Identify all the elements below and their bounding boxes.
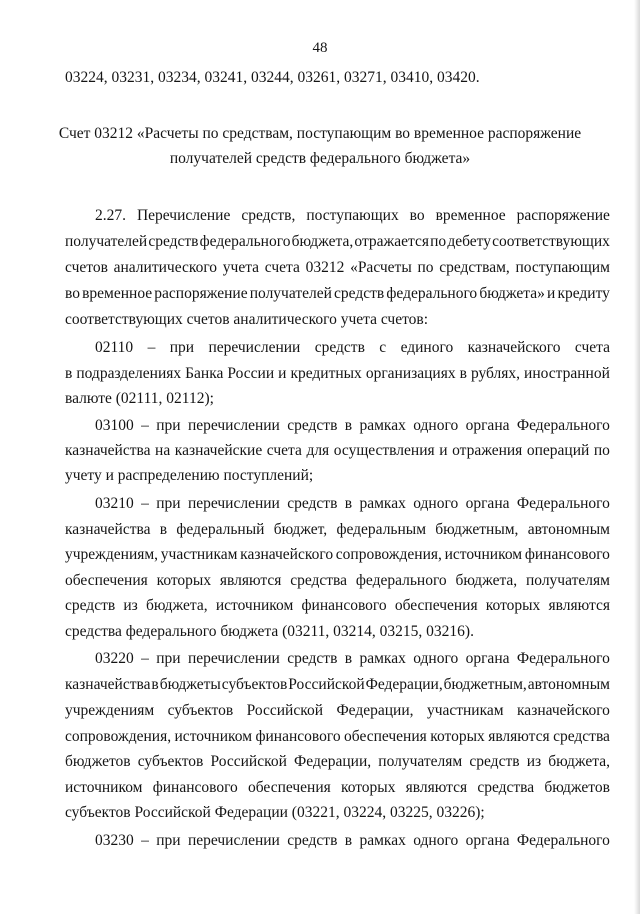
body-line: учету и распределению поступлений;: [65, 467, 314, 484]
section-heading-line-1: Счет 03212 «Расчеты по средствам, поступающим во временное распоряжение: [58, 125, 582, 142]
body-line: обеспечения которых являются средства федерального бюджета, получателям: [65, 572, 610, 589]
body-line: 03210 – при перечислении средств в рамках одного органа Федерального: [95, 495, 610, 512]
body-line: 03220 – при перечислении средств в рамках одного органа Федерального: [95, 650, 610, 667]
body-line: бюджетов субъектов Российской Федерации, получателям средств из бюджета,: [65, 753, 610, 770]
body-line: соответствующих счетов аналитического учета счетов:: [65, 311, 429, 328]
body-line: 02110 – при перечислении средств с единого казначейского счета: [95, 339, 610, 356]
body-line: казначейства в федеральный бюджет, федеральным бюджетным, автономным: [65, 521, 610, 538]
body-line: казначейства в бюджеты субъектов Российской Федерации, бюджетным, автономным: [65, 676, 610, 693]
body-line: 2.27. Перечисление средств, поступающих во временное распоряжение: [95, 207, 610, 224]
body-line: 03230 – при перечислении средств в рамках одного органа Федерального: [95, 832, 610, 849]
body-line: 03100 – при перечислении средств в рамках одного органа Федерального: [95, 417, 610, 434]
body-line: учреждениям субъектов Российской Федерации, участникам казначейского: [65, 702, 610, 719]
body-line: учреждениям, участникам казначейского сопровождения, источником финансового: [65, 546, 610, 563]
body-line: средств из бюджета, источником финансового обеспечения которых являются: [65, 597, 610, 614]
body-line: средства федерального бюджета (03211, 03214, 03215, 03216).: [65, 623, 474, 640]
scan-edge-shadow: [634, 0, 640, 914]
body-line: валюте (02111, 02112);: [65, 390, 214, 407]
body-line: получателей средств федерального бюджета, отражается по дебету соответствующих: [65, 233, 610, 250]
body-line: счетов аналитического учета счета 03212 «Расчеты по средствам, поступающим: [65, 259, 610, 276]
body-line: субъектов Российской Федерации (03221, 03224, 03225, 03226);: [65, 804, 485, 821]
body-line: во временное распоряжение получателей средств федерального бюджета» и кредиту: [65, 285, 610, 302]
body-line: источником финансового обеспечения которых являются средства бюджетов: [65, 779, 610, 796]
page-number: 48: [312, 40, 328, 56]
section-heading-line-2: получателей средств федерального бюджета»: [169, 150, 471, 167]
body-line: в подразделениях Банка России и кредитных организациях в рублях, иностранной: [65, 365, 610, 382]
body-line: сопровождения, источником финансового обеспечения которых являются средства: [65, 728, 610, 745]
continuation-line: 03224, 03231, 03234, 03241, 03244, 03261, 03271, 03410, 03420.: [65, 69, 480, 86]
body-line: казначейства на казначейские счета для осуществления и отражения операций по: [65, 442, 610, 459]
